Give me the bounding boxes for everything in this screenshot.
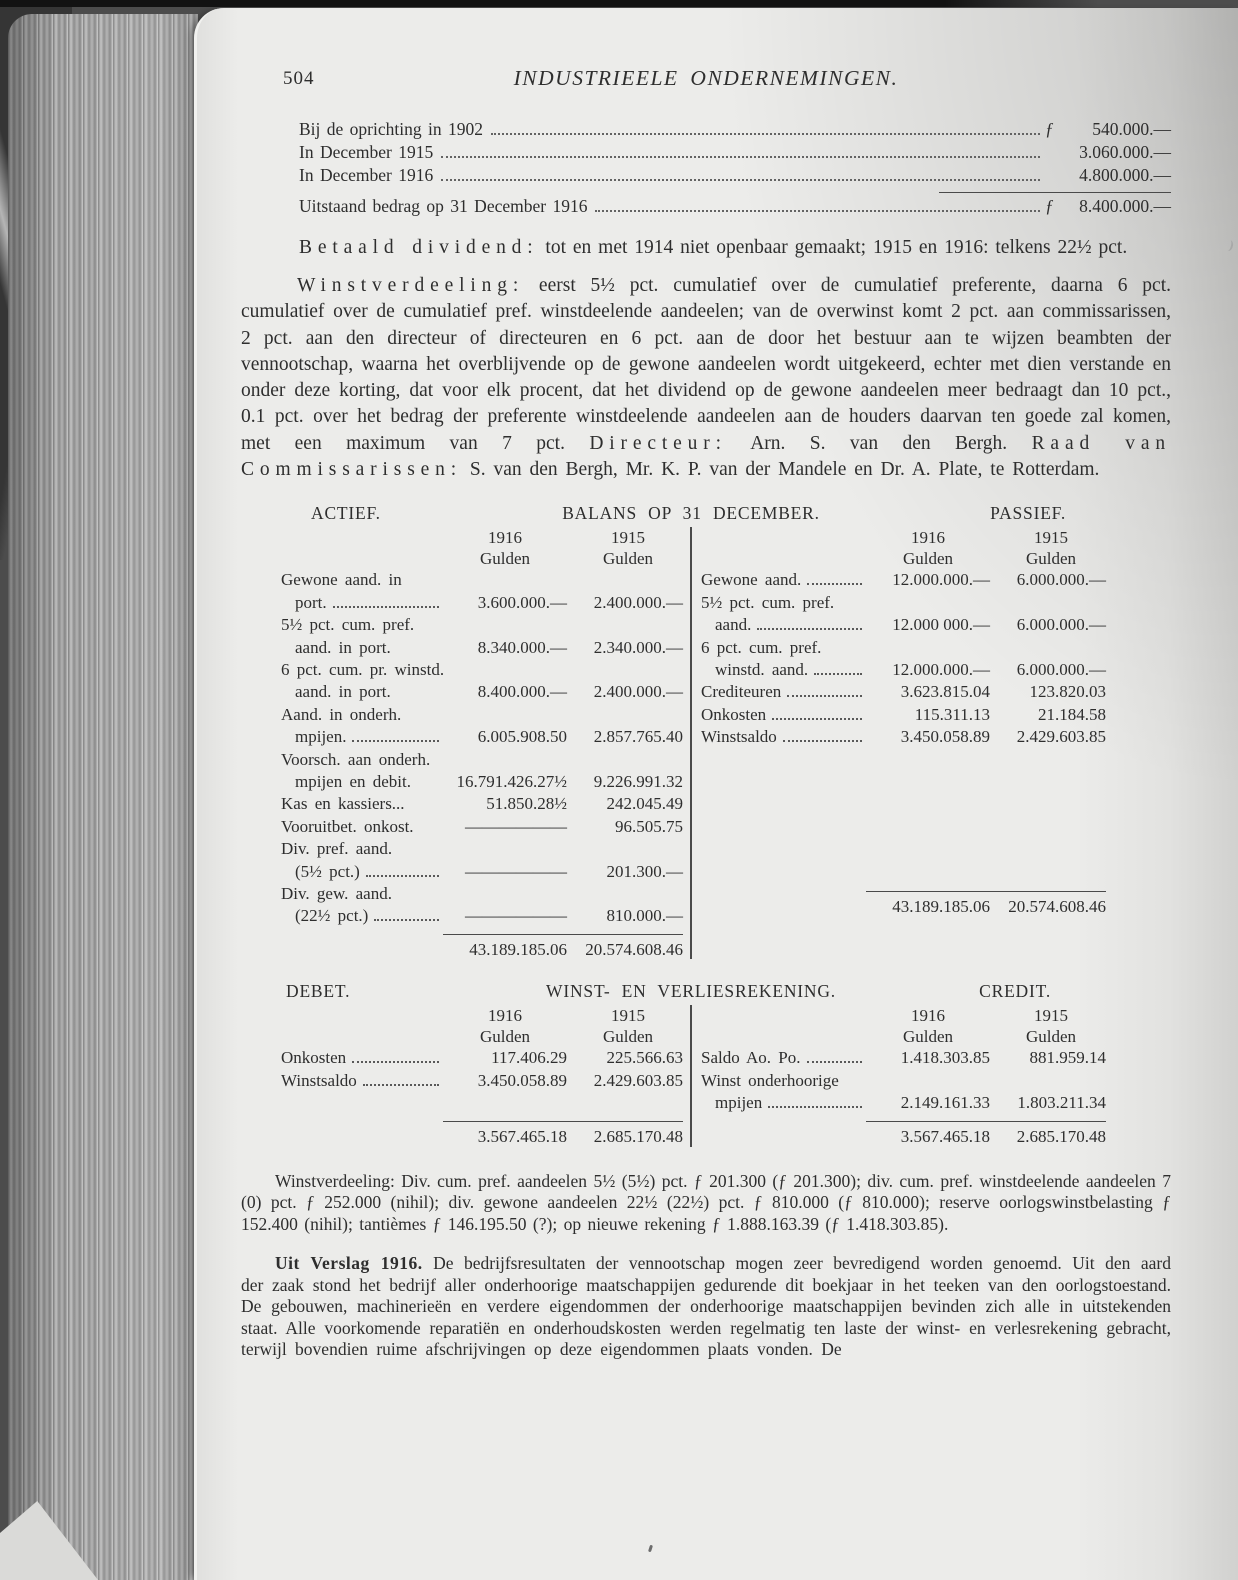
debet-rows	[281, 1047, 683, 1115]
value-1916: ——————	[465, 906, 567, 926]
value-1916: 12.000.000.—	[892, 570, 990, 590]
credit-heading: CREDIT.	[979, 981, 1051, 1002]
dot-leader	[595, 210, 1040, 212]
dot-leader	[787, 695, 862, 697]
spaced-label: Directeur:	[589, 432, 727, 454]
value-1915: 201.300.—	[606, 861, 683, 881]
value-1915: 123.820.03	[1029, 682, 1106, 702]
total-rule	[866, 891, 1106, 892]
table-row	[281, 816, 683, 838]
total-rule	[866, 1121, 1106, 1122]
total-rule	[443, 934, 683, 935]
paragraph-uit-verslag	[241, 1253, 1171, 1361]
table-row	[701, 1070, 1106, 1115]
verslag-text: De bedrijfsresultaten der vennootschap mogen zeer bevredigend worden genoemd. Uit den aard der zaak stond het bedrijf aller onderhoorige maatschappijen gedurende dit boekjaar in het teeken van den oorlogstoestand. De gebouwen, machinerieën en verdere eigendommen der onderhoorige maatschappijen bevinden zich alle in uitstekenden staat. Alle voorkomende reparatiën en onderhoudskosten werden regelmatig ten laste der winst- en verlesrekening gebracht, terwijl bovendien ruime afschrijvingen op deze eigendommen plaats vonden. De	[241, 1252, 1171, 1360]
row-label: Crediteuren	[701, 682, 782, 702]
total-1915: 2.685.170.48	[593, 1127, 683, 1147]
paragraph-text: S. van den Bergh, Mr. K. P. van der Mandele en Dr. A. Plate, te Rotterdam.	[462, 459, 1100, 481]
year-header-row	[281, 1005, 683, 1026]
scanner-top-edge	[0, 0, 1098, 7]
capital-total-line	[299, 195, 1171, 218]
table-row	[281, 569, 683, 614]
capital-label: In December 1915	[299, 142, 434, 162]
verslag-label: Uit Verslag 1916.	[275, 1252, 423, 1273]
unit-gulden: Gulden	[479, 549, 531, 569]
total-1916: 43.189.185.06	[892, 897, 990, 917]
balans-actief-side	[241, 527, 691, 961]
year-1916: 1916	[911, 528, 945, 548]
table-row	[281, 659, 683, 704]
paragraph-text: Arn. S. van den Bergh.	[726, 432, 1032, 454]
spaced-label: Betaald dividend:	[299, 237, 539, 258]
table-row	[701, 1047, 1106, 1069]
value-1915: 225.566.63	[606, 1048, 683, 1068]
year-1916: 1916	[488, 528, 522, 548]
row-label: Vooruitbet. onkost.	[281, 816, 414, 836]
capital-amount: 3.060.000.—	[1079, 142, 1171, 162]
ink-mark	[1224, 239, 1234, 252]
page-content	[241, 8, 1171, 1378]
total-1916: 3.567.465.18	[477, 1127, 567, 1147]
table-row	[701, 726, 1106, 748]
ink-speck	[648, 1545, 653, 1553]
paragraph-winstverdeeling	[241, 273, 1171, 483]
debet-heading: DEBET.	[286, 981, 351, 1002]
row-label: mpijen	[715, 1093, 763, 1113]
row-label: Saldo Ao. Po.	[701, 1048, 801, 1068]
value-1915: 2.857.765.40	[593, 727, 683, 747]
table-row	[281, 1070, 683, 1092]
unit-header-row	[281, 1026, 683, 1047]
spaced-label: Winstverdeeling:	[297, 275, 525, 296]
value-1915: 6.000.000.—	[1016, 570, 1106, 590]
currency-florin: ƒ	[1045, 196, 1054, 216]
unit-header-row	[281, 548, 683, 569]
unit-gulden: Gulden	[602, 549, 654, 569]
dot-leader	[366, 875, 439, 877]
page-title: INDUSTRIEELE ONDERNEMINGEN.	[513, 66, 899, 90]
unit-gulden: Gulden	[902, 1027, 954, 1047]
paragraph-text: eerst 5½ pct. cumulatief over de cumulatief preferente, daarna 6 pct. cumulatief over de cumulatief pref. winstdeelende aandeelen; van de overwinst komt 2 pct. aan commissarissen, 2 pct. aan den directeur of directeuren en 6 pct. aan de door het bestuur aan te wijzen beambten der vennootschap, waarna het overblijvende op de gewone aandeelen wordt uitgekeerd, echter met dien verstande en onder deze korting, dat voor elk procent, dat het dividend op de gewone aandeelen meer bedraagt dan 10 pct., 0.1 pct. over het bedrag der preferente winstdeelende aandeelen aan de houders daarvan ten goede zal komen, met een maximum van 7 pct.	[241, 275, 1171, 454]
value-1916: 115.311.13	[914, 704, 990, 724]
debet-total-row	[281, 1126, 683, 1148]
balans-passief-side	[691, 527, 1141, 961]
unit-gulden: Gulden	[602, 1027, 654, 1047]
credit-total-row	[701, 1126, 1106, 1148]
year-1915: 1915	[611, 528, 645, 548]
value-1916: 3.623.815.04	[900, 682, 990, 702]
capital-line	[299, 118, 1171, 141]
table-row	[701, 569, 1106, 591]
value-1916: 12.000.000.—	[892, 660, 990, 679]
table-row	[281, 614, 683, 659]
row-label: (5½ pct.)	[295, 861, 360, 881]
dot-leader	[374, 919, 439, 921]
column-divider	[690, 1005, 692, 1146]
paragraph-betaald-dividend	[241, 234, 1171, 261]
total-1916: 43.189.185.06	[469, 939, 567, 959]
paragraph-text: tot en met 1914 niet openbaar gemaakt; 1915 en 1916: telkens 22½ pct.	[538, 237, 1128, 258]
dot-leader	[352, 740, 439, 742]
table-row	[701, 592, 1106, 637]
value-1916: 6.005.908.50	[477, 727, 567, 747]
year-header-row	[281, 527, 683, 548]
unit-gulden: Gulden	[479, 1027, 531, 1047]
capital-total-amount: 8.400.000.—	[1079, 196, 1171, 216]
dot-leader	[807, 1061, 862, 1063]
value-1916: 3.450.058.89	[477, 1070, 567, 1090]
wv-heading: WINST- EN VERLIESREKENING.	[546, 981, 836, 1002]
table-row	[281, 883, 683, 928]
balans-heading: BALANS OP 31 DECEMBER.	[562, 503, 820, 524]
spaced-label: Raad van Commissarissen:	[241, 432, 1171, 481]
dot-leader	[807, 583, 862, 585]
table-row	[701, 681, 1106, 703]
value-1915: 6.000.000.—	[1016, 660, 1106, 679]
table-row	[701, 704, 1106, 726]
value-1915: 881.959.14	[1029, 1048, 1106, 1068]
table-row	[281, 749, 683, 794]
actief-total-row	[281, 939, 683, 961]
row-label-line1: Div. pref. aand.	[281, 839, 393, 859]
currency-florin: ƒ	[1045, 119, 1054, 139]
value-1916: ——————	[465, 861, 567, 881]
table-row	[701, 637, 1106, 682]
paragraph-winstverdeeling-detail: Winstverdeeling: Div. cum. pref. aandeelen 5½ (5½) pct. ƒ 201.300 (ƒ 201.300); div. cum. pref. winstdeelende aandeelen 7 (0) pct. ƒ 252.000 (nihil); div. gewone aandeelen 22½ (22½) pct. ƒ 810.000 (ƒ 810.000); reserve oorlogswinstbelasting ƒ 152.400 (nihil); tantièmes ƒ 146.195.50 (?); op nieuwe rekening ƒ 1.888.163.39 (ƒ 1.418.303.85).	[241, 1170, 1171, 1234]
capital-amount: 540.000.—	[1092, 119, 1171, 139]
year-header-row	[701, 1005, 1106, 1026]
unit-header-row	[701, 1026, 1106, 1047]
masthead	[241, 66, 1171, 94]
value-1916: 12.000 000.—	[892, 615, 990, 635]
value-1916: 1.418.303.85	[900, 1048, 990, 1068]
value-1915: 96.505.75	[615, 816, 683, 836]
dot-leader	[363, 1084, 439, 1086]
balans-titles	[241, 503, 1141, 527]
row-label-line1: Aand. in onderh.	[281, 704, 402, 724]
capital-total-label: Uitstaand bedrag op 31 December 1916	[299, 196, 588, 216]
passief-heading: PASSIEF.	[990, 503, 1066, 524]
row-label: Onkosten	[701, 704, 767, 724]
value-1915: 810.000.—	[606, 906, 683, 926]
unit-gulden: Gulden	[902, 549, 954, 569]
row-label: mpijen en debit.	[295, 772, 412, 792]
balans-table	[241, 503, 1141, 961]
year-1916: 1916	[911, 1006, 945, 1026]
value-1915: 2.429.603.85	[1016, 727, 1106, 747]
dot-leader	[772, 718, 862, 720]
actief-heading: ACTIEF.	[311, 503, 381, 524]
row-label: mpijen.	[295, 727, 347, 747]
row-label: Winstsaldo	[281, 1070, 357, 1090]
row-label: Kas en kassiers...	[281, 794, 405, 814]
total-1915: 20.574.608.46	[1008, 897, 1106, 917]
row-label: Gewone aand.	[701, 570, 802, 590]
sum-rule	[939, 192, 1171, 193]
balans-sides	[241, 527, 1141, 961]
dot-leader	[333, 606, 439, 608]
winst-verlies-table	[241, 981, 1141, 1148]
wv-titles	[241, 981, 1141, 1005]
value-1916: 2.149.161.33	[900, 1093, 990, 1113]
row-label-line1: 5½ pct. cum. pref.	[281, 615, 415, 635]
value-1916: 117.406.29	[491, 1048, 567, 1068]
year-1916: 1916	[488, 1006, 522, 1026]
year-1915: 1915	[1034, 528, 1068, 548]
table-row	[281, 793, 683, 815]
value-1915: 2.429.603.85	[593, 1070, 683, 1090]
capital-label: Bij de oprichting in 1902	[299, 119, 483, 139]
book-page-edges	[8, 14, 198, 1580]
row-label: Onkosten	[281, 1048, 347, 1068]
row-label-line1: 5½ pct. cum. pref.	[701, 592, 835, 612]
row-label-line1: 6 pct. cum. pref.	[701, 637, 822, 657]
row-label-line1: Voorsch. aan onderh.	[281, 749, 431, 769]
dot-leader	[814, 673, 862, 675]
book-page-paper	[194, 8, 1238, 1580]
row-label-line1: Gewone aand. in	[281, 570, 402, 590]
value-1916: 3.600.000.—	[477, 592, 567, 612]
page-number: 504	[283, 68, 315, 89]
total-1916: 3.567.465.18	[900, 1127, 990, 1147]
year-1915: 1915	[1034, 1006, 1068, 1026]
total-1915: 2.685.170.48	[1016, 1127, 1106, 1147]
row-label-line1: Winst onderhoorige	[701, 1070, 839, 1090]
dot-leader	[491, 133, 1040, 135]
dot-leader	[768, 1106, 862, 1108]
value-1915: 21.184.58	[1038, 704, 1106, 724]
capital-issues-list	[299, 118, 1171, 218]
column-divider	[690, 527, 692, 959]
credit-rows	[701, 1047, 1106, 1115]
value-1915: 242.045.49	[606, 794, 683, 814]
value-1915: 2.400.000.—	[593, 682, 683, 702]
value-1916: 3.450.058.89	[900, 727, 990, 747]
capital-amount: 4.800.000.—	[1079, 165, 1171, 185]
wv-debet-side	[241, 1005, 691, 1148]
row-label: aand.	[715, 615, 752, 635]
total-rule	[443, 1121, 683, 1122]
dot-leader	[783, 740, 862, 742]
value-1916: 16.791.426.27½	[456, 772, 567, 792]
value-1915: 6.000.000.—	[1016, 615, 1106, 635]
year-1915: 1915	[611, 1006, 645, 1026]
row-label: port.	[295, 592, 327, 612]
row-label: winstd. aand.	[715, 660, 809, 679]
value-1916: ——————	[465, 816, 567, 836]
table-row	[281, 1047, 683, 1069]
unit-gulden: Gulden	[1025, 549, 1077, 569]
row-label-line1: Div. gew. aand.	[281, 884, 392, 904]
table-row	[281, 838, 683, 883]
value-1915: 1.803.211.34	[1017, 1093, 1106, 1113]
row-label: (22½ pct.)	[295, 906, 369, 926]
value-1916: 51.850.28½	[486, 794, 567, 814]
dot-leader	[757, 628, 862, 630]
dot-leader	[441, 179, 1040, 181]
unit-gulden: Gulden	[1025, 1027, 1077, 1047]
value-1915: 9.226.991.32	[593, 772, 683, 792]
row-label: aand. in port.	[295, 637, 391, 657]
total-1915: 20.574.608.46	[585, 939, 683, 959]
value-1916: 8.400.000.—	[477, 682, 567, 702]
row-label: Winstsaldo	[701, 727, 777, 747]
wv-credit-side	[691, 1005, 1141, 1148]
unit-header-row	[701, 548, 1106, 569]
value-1915: 2.340.000.—	[593, 637, 683, 657]
passief-rows	[701, 569, 1106, 885]
capital-line	[299, 141, 1171, 164]
capital-line	[299, 164, 1171, 187]
year-header-row	[701, 527, 1106, 548]
actief-rows	[281, 569, 683, 928]
dot-leader	[441, 156, 1040, 158]
value-1916: 8.340.000.—	[477, 637, 567, 657]
row-label: aand. in port.	[295, 682, 391, 702]
passief-total-row	[701, 896, 1106, 918]
capital-label: In December 1916	[299, 165, 434, 185]
wv-sides	[241, 1005, 1141, 1148]
dot-leader	[352, 1061, 439, 1063]
row-label-line1: 6 pct. cum. pr. winstd.	[281, 660, 445, 679]
value-1915: 2.400.000.—	[593, 592, 683, 612]
table-row	[281, 704, 683, 749]
